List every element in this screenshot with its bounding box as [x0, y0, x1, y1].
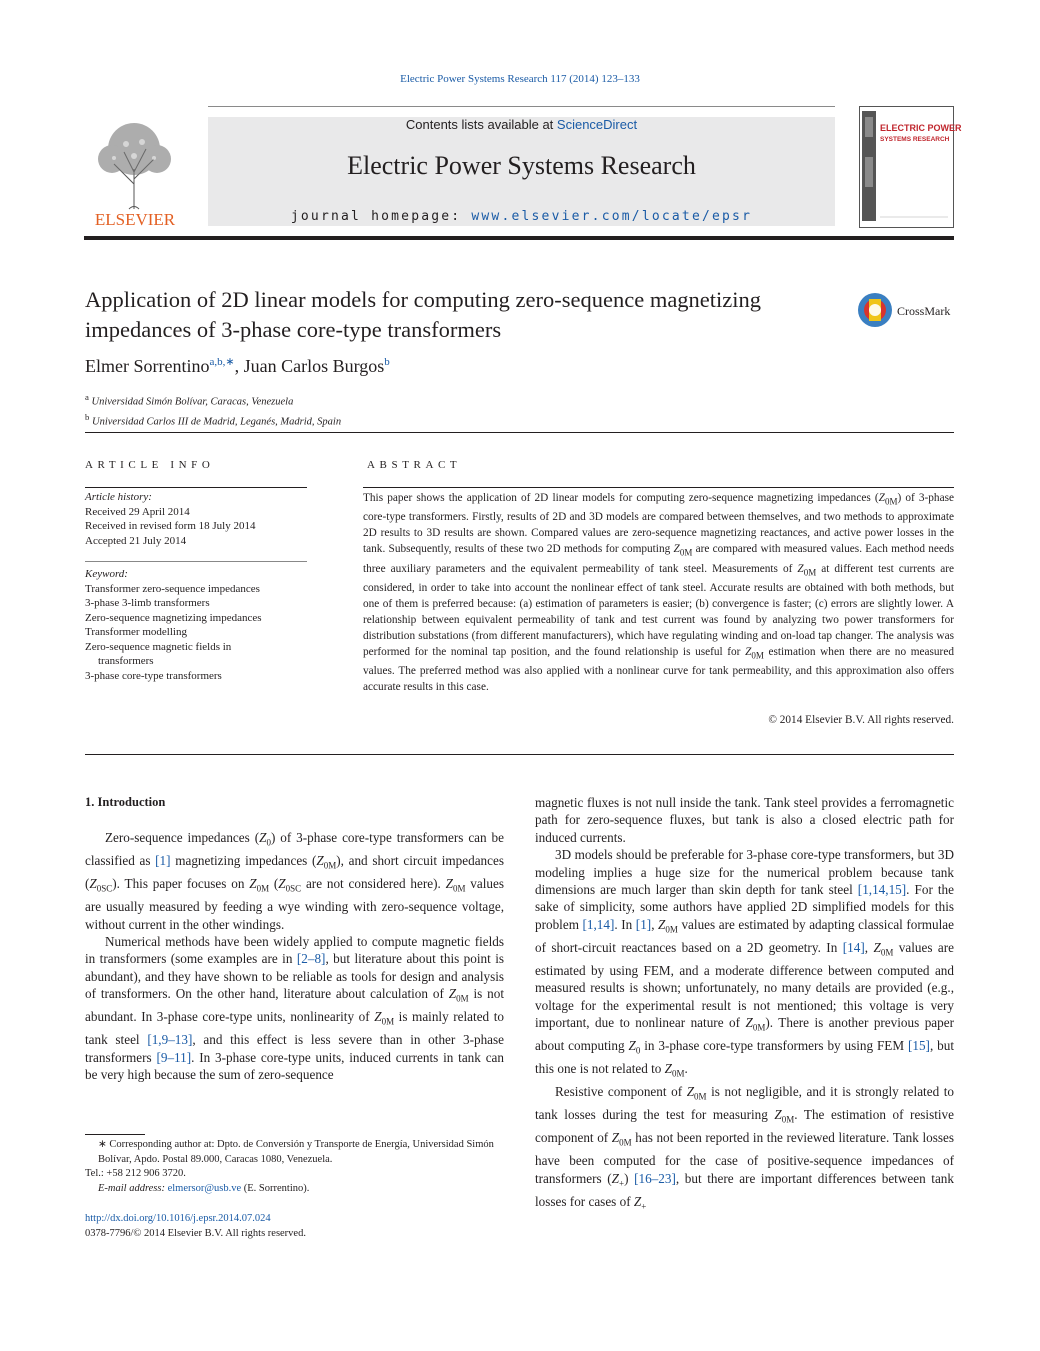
received-date: Received 29 April 2014 — [85, 505, 190, 518]
keyword-label: Keyword: — [85, 568, 128, 580]
svg-text:SYSTEMS RESEARCH: SYSTEMS RESEARCH — [880, 136, 950, 143]
divider — [85, 561, 307, 562]
keyword-item-continued: transformers — [98, 655, 154, 667]
email-line: E-mail address: elmersor@usb.ve (E. Sorrentino). — [98, 1182, 310, 1194]
affiliation-a: $^a$ Universidad Simón Bolívar, Caracas, Venezuela — [85, 392, 294, 408]
paragraph: 3D models should be preferable for 3-phase core-type transformers, but 3D modeling implies a huge size for the numerical problem because tank dimensions are much larger than skin depth for tank steel [1,14,15]. For the sake of simplicity, some authors have applied 2D simplified models for this problem [1,14]. In [1], $Z_{0M}$ values are estimated by adapting classical formulae of short-circuit reactances based on a 2D geometry. In [14], $Z_{0M}$ values are estimated by using FEM, and a moderate difference between computed and measured results is shown; unfortunately, no many details are provided (e.g., voltage for the experimental result is not mentioned; this voltage is very important, due to nonlinear nature of $Z_{0M}$). There is another previous paper about computing $Z_0$ in 3-phase core-type transformers by using FEM [15], but this one is not related to $Z_{0M}$. — [535, 847, 955, 1079]
email-link[interactable]: elmersor@usb.ve — [167, 1182, 242, 1194]
header-divider — [84, 236, 954, 240]
paragraph: magnetic fluxes is not null inside the tank. Tank steel provides a ferromagnetic path for zero-sequence fluxes, but tank is also a closed electric path for induced currents. — [535, 795, 954, 845]
divider — [85, 487, 307, 488]
contents-line — [208, 117, 835, 132]
author-affil-marks[interactable]: a,b,∗ — [209, 356, 235, 368]
accepted-date: Accepted 21 July 2014 — [85, 534, 187, 547]
telephone: Tel.: +58 212 906 3720. — [85, 1168, 186, 1179]
author-list — [85, 355, 390, 377]
citation-link[interactable]: [1,14] — [582, 916, 615, 932]
copyright-notice: © 2014 Elsevier B.V. All rights reserved. — [768, 714, 954, 726]
divider — [363, 487, 954, 488]
keyword-item: Zero-sequence magnetizing impedances — [85, 611, 262, 624]
affiliation-b: $^b$ Universidad Carlos III de Madrid, Leganés, Madrid, Spain — [85, 411, 342, 427]
journal-homepage — [208, 209, 835, 224]
doi-block — [85, 1212, 306, 1241]
citation-link[interactable]: [2–8] — [296, 951, 326, 967]
keyword-item: 3-phase 3-limb transformers — [85, 597, 210, 609]
citation-link[interactable]: [1,14,15] — [857, 882, 907, 898]
paragraph: Resistive component of $Z_{0M}$ is not negligible, and it is strongly related to tank losses during the test for measuring $Z_{0M}$. The estimation of resistive component of $Z_{0M}$ has not been reported in the reviewed literature. Tank losses have been computed for the case of positive-sequence impedances of transformers $(Z_+)$ [16–23], but there are important differences between tank losses for cases of $Z_+$ — [535, 1084, 954, 1212]
affiliations — [85, 390, 341, 429]
doi-link[interactable]: http://dx.doi.org/10.1016/j.epsr.2014.07.024 — [85, 1213, 271, 1224]
elsevier-logo — [84, 114, 186, 232]
author-affil-marks[interactable]: b — [384, 356, 390, 368]
article-history — [85, 490, 307, 548]
abstract-body: This paper shows the application of 2D linear models for computing zero-sequence magnetizing impedances $(Z_{0M})$ of 3-phase core-type transformers. Firstly, results of 2D and 3D models are compared between themselves, and two methods to approximate 2D results to 3D results are shown. Compared values are zero-sequence magnetizing reactances, and active power losses in the tank. Subsequently, results of these two 2D methods for computing $Z_{0M}$ are compared with measured values. Each method needs three auxiliary parameters and the equivalent permeability of tank steel. Measurements of $Z_{0M}$ at different test currents are considered, in order to take into account the nonlinear effect of tank steel. Accurate results are obtained with both methods, but one of them is preferred because: (a) estimation of parameters is easier; (b) convergence is faster; (c) errors are slightly lower. A relationship between equivalent permeability of tank and test current was found by analyzing two power transformers for distribution substations (from different manufacturers), which have regulating winding and on-load tap changer. The analysis was performed for the nominal tap position, and the found relationship is useful for $Z_{0M}$ estimation when there are no measured values. The preferred method was also applied with a nonlinear curve for tank permeability, and this approximation also offers accurate results in this case. — [363, 492, 954, 693]
homepage-link[interactable]: www.elsevier.com/locate/epsr — [471, 209, 753, 224]
paragraph: Numerical methods have been widely applied to compute magnetic fields in transformers (some examples are in [2–8], but literature about this point is abundant), and they have shown to be reliable as tools for design and analysis of transformers. On the other hand, literature about calculation of $Z_{0M}$ is not abundant. In 3-phase core-type units, nonlinearity of $Z_{0M}$ is mainly related to tank steel [1,9–13], and this effect is less severe than in other 3-phase transformers [9–11]. In 3-phase core-type units, induced currents in tank can be very high because the sum of zero-sequence — [85, 933, 505, 1083]
author-separator: , — [234, 356, 244, 376]
paragraph: Zero-sequence impedances $(Z_0)$ of 3-phase core-type transformers can be classified as [1] magnetizing impedances $(Z_{0M})$, and short circuit impedances $(Z_{0SC})$. This paper focuses on $Z_{0M}$ ($Z_{0SC}$ are not considered here). $Z_{0M}$ values are usually measured by feeding a wye winding with zero-sequence voltage, without current in the other windings. — [85, 830, 504, 932]
citation-link[interactable]: [1] — [155, 853, 171, 869]
citation-link[interactable]: [9–11] — [156, 1049, 192, 1065]
citation-link[interactable]: [15] — [907, 1038, 930, 1054]
sciencedirect-link[interactable]: ScienceDirect — [556, 117, 638, 132]
journal-cover-thumbnail[interactable] — [859, 106, 962, 228]
footnote — [85, 1138, 505, 1196]
keyword-item: Transformer zero-sequence impedances — [85, 582, 260, 595]
divider — [85, 754, 954, 755]
author-name[interactable]: Elmer Sorrentino — [85, 356, 210, 376]
corresponding-author-note: ∗ Corresponding author at: Dpto. de Conversión y Transporte de Energía, Universidad Simón Bolívar, Apdo. Postal 89.000, Caracas 1080, Venezuela. — [98, 1139, 494, 1165]
journal-reference[interactable]: Electric Power Systems Research 117 (2014) 123–133 — [400, 73, 640, 85]
history-label: Article history: — [85, 491, 152, 503]
keyword-list — [85, 567, 307, 683]
journal-title: Electric Power Systems Research — [347, 151, 696, 180]
article-info-heading: ARTICLE INFO — [85, 459, 215, 471]
svg-text:ELECTRIC POWER: ELECTRIC POWER — [880, 123, 962, 133]
keyword-item: Zero-sequence magnetic fields in — [85, 640, 232, 653]
body-column-left — [85, 829, 504, 1083]
citation-link[interactable]: [1,9–13] — [147, 1032, 193, 1048]
keyword-item: Transformer modelling — [85, 626, 187, 638]
divider — [85, 432, 954, 433]
homepage-prefix: journal homepage: — [290, 209, 472, 224]
paper-title: Application of 2D linear models for computing zero-sequence magnetizing impedances of 3-phase core-type transformers — [85, 287, 762, 342]
section-heading: 1. Introduction — [85, 795, 166, 809]
citation-link[interactable]: [1] — [635, 916, 652, 932]
crossmark-badge[interactable] — [857, 291, 957, 331]
revised-date: Received in revised form 18 July 2014 — [85, 520, 256, 532]
elsevier-wordmark: ELSEVIER — [94, 210, 176, 229]
top-rule — [208, 106, 835, 107]
issn-line: 0378-7796/© 2014 Elsevier B.V. All rights reserved. — [85, 1227, 306, 1239]
footnote-rule — [85, 1134, 145, 1135]
citation-link[interactable]: [14] — [842, 939, 865, 955]
crossmark-label: CrossMark — [897, 304, 951, 318]
author-name[interactable]: Juan Carlos Burgos — [243, 356, 385, 376]
citation-link[interactable]: [16–23] — [634, 1170, 676, 1186]
keyword-item: 3-phase core-type transformers — [85, 669, 222, 682]
abstract-heading: ABSTRACT — [367, 459, 462, 471]
contents-prefix: Contents lists available at — [405, 117, 557, 132]
body-column-right — [535, 794, 954, 1216]
